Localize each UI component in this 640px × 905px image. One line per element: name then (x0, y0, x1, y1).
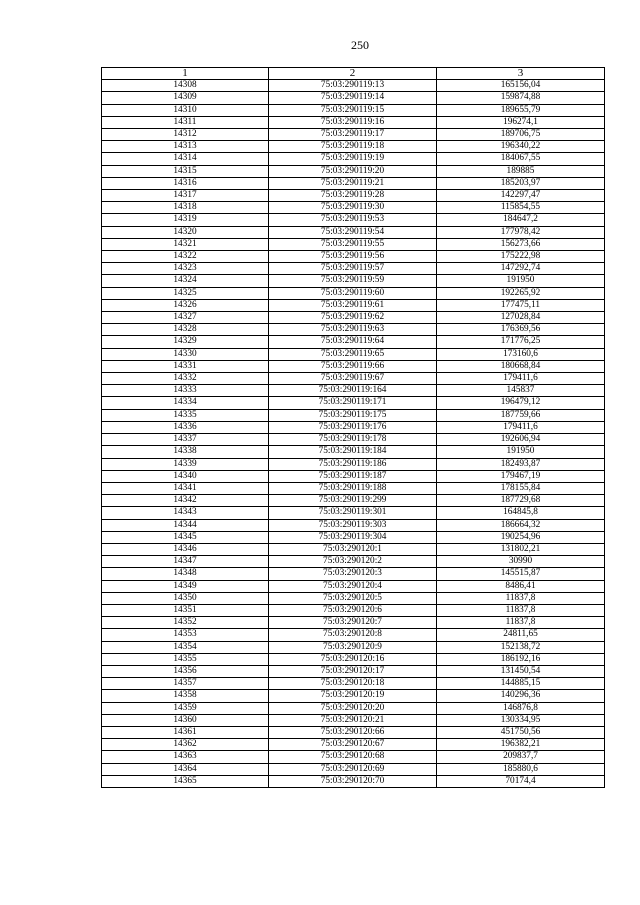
cadastral-number-cell: 75:03:290119:21 (269, 177, 437, 189)
cadastral-number-cell: 75:03:290120:20 (269, 702, 437, 714)
table-row (102, 690, 605, 702)
value-cell: 175222,98 (437, 251, 605, 263)
value-cell: 177978,42 (437, 226, 605, 238)
row-number-cell: 14310 (102, 104, 269, 116)
cadastral-number-cell: 75:03:290119:176 (269, 421, 437, 433)
cadastral-number-cell: 75:03:290119:175 (269, 409, 437, 421)
row-number-cell: 14328 (102, 324, 269, 336)
row-number-cell: 14329 (102, 336, 269, 348)
table-row (102, 397, 605, 409)
cadastral-number-cell: 75:03:290120:1 (269, 543, 437, 555)
value-cell: 196382,21 (437, 739, 605, 751)
value-cell: 8486,41 (437, 580, 605, 592)
value-cell: 189885 (437, 165, 605, 177)
row-number-cell: 14316 (102, 177, 269, 189)
value-cell: 178155,84 (437, 482, 605, 494)
table-row (102, 263, 605, 275)
cadastral-number-cell: 75:03:290119:164 (269, 385, 437, 397)
table-row (102, 556, 605, 568)
row-number-cell: 14357 (102, 678, 269, 690)
cadastral-number-cell: 75:03:290119:186 (269, 458, 437, 470)
table-row (102, 446, 605, 458)
cadastral-number-cell: 75:03:290119:171 (269, 397, 437, 409)
row-number-cell: 14326 (102, 299, 269, 311)
table-row (102, 568, 605, 580)
table-row (102, 458, 605, 470)
cadastral-number-cell: 75:03:290119:64 (269, 336, 437, 348)
row-number-cell: 14344 (102, 519, 269, 531)
cadastral-number-cell: 75:03:290120:5 (269, 592, 437, 604)
row-number-cell: 14353 (102, 629, 269, 641)
value-cell: 184647,2 (437, 214, 605, 226)
table-row (102, 324, 605, 336)
row-number-cell: 14330 (102, 348, 269, 360)
cadastral-number-cell: 75:03:290120:68 (269, 751, 437, 763)
row-number-cell: 14350 (102, 592, 269, 604)
cadastral-number-cell: 75:03:290120:67 (269, 739, 437, 751)
value-cell: 190254,96 (437, 531, 605, 543)
row-number-cell: 14334 (102, 397, 269, 409)
table-row (102, 360, 605, 372)
table-row (102, 287, 605, 299)
row-number-cell: 14319 (102, 214, 269, 226)
value-cell: 191950 (437, 275, 605, 287)
row-number-cell: 14333 (102, 385, 269, 397)
value-cell: 152138,72 (437, 641, 605, 653)
table-row (102, 116, 605, 128)
value-cell: 146876,8 (437, 702, 605, 714)
table-row (102, 214, 605, 226)
cadastral-number-cell: 75:03:290120:6 (269, 604, 437, 616)
cadastral-table (101, 67, 605, 788)
table-row (102, 702, 605, 714)
row-number-cell: 14337 (102, 434, 269, 446)
cadastral-number-cell: 75:03:290119:20 (269, 165, 437, 177)
cadastral-number-cell: 75:03:290120:16 (269, 653, 437, 665)
row-number-cell: 14356 (102, 665, 269, 677)
value-cell: 179411,6 (437, 421, 605, 433)
row-number-cell: 14343 (102, 507, 269, 519)
table-row (102, 604, 605, 616)
value-cell: 147292,74 (437, 263, 605, 275)
row-number-cell: 14322 (102, 251, 269, 263)
row-number-cell: 14341 (102, 482, 269, 494)
cadastral-number-cell: 75:03:290119:13 (269, 80, 437, 92)
value-cell: 189706,75 (437, 129, 605, 141)
value-cell: 192606,94 (437, 434, 605, 446)
cadastral-number-cell: 75:03:290119:56 (269, 251, 437, 263)
table-row (102, 653, 605, 665)
value-cell: 70174,4 (437, 775, 605, 787)
cadastral-number-cell: 75:03:290119:19 (269, 153, 437, 165)
value-cell: 140296,36 (437, 690, 605, 702)
table-row (102, 251, 605, 263)
row-number-cell: 14313 (102, 141, 269, 153)
column-header-2: 2 (269, 68, 437, 80)
row-number-cell: 14360 (102, 714, 269, 726)
cadastral-number-cell: 75:03:290119:63 (269, 324, 437, 336)
table-row (102, 617, 605, 629)
table-row (102, 177, 605, 189)
cadastral-number-cell: 75:03:290119:188 (269, 482, 437, 494)
value-cell: 171776,25 (437, 336, 605, 348)
cadastral-number-cell: 75:03:290119:18 (269, 141, 437, 153)
cadastral-number-cell: 75:03:290119:178 (269, 434, 437, 446)
column-header-3: 3 (437, 68, 605, 80)
table-row (102, 507, 605, 519)
row-number-cell: 14348 (102, 568, 269, 580)
value-cell: 159874,88 (437, 92, 605, 104)
value-cell: 11837,8 (437, 617, 605, 629)
table-row (102, 726, 605, 738)
row-number-cell: 14349 (102, 580, 269, 592)
table-row (102, 190, 605, 202)
row-number-cell: 14324 (102, 275, 269, 287)
row-number-cell: 14342 (102, 495, 269, 507)
table-row (102, 665, 605, 677)
cadastral-number-cell: 75:03:290120:17 (269, 665, 437, 677)
cadastral-number-cell: 75:03:290120:69 (269, 763, 437, 775)
cadastral-number-cell: 75:03:290119:53 (269, 214, 437, 226)
table-row (102, 641, 605, 653)
table-row (102, 92, 605, 104)
cadastral-number-cell: 75:03:290119:54 (269, 226, 437, 238)
table-row (102, 580, 605, 592)
cadastral-number-cell: 75:03:290119:301 (269, 507, 437, 519)
cadastral-number-cell: 75:03:290119:30 (269, 202, 437, 214)
cadastral-number-cell: 75:03:290120:2 (269, 556, 437, 568)
row-number-cell: 14327 (102, 312, 269, 324)
value-cell: 131450,54 (437, 665, 605, 677)
row-number-cell: 14309 (102, 92, 269, 104)
column-header-1: 1 (102, 68, 269, 80)
cadastral-number-cell: 75:03:290119:28 (269, 190, 437, 202)
value-cell: 187759,66 (437, 409, 605, 421)
table-row (102, 409, 605, 421)
table-header (102, 68, 605, 80)
row-number-cell: 14345 (102, 531, 269, 543)
cadastral-number-cell: 75:03:290119:62 (269, 312, 437, 324)
cadastral-number-cell: 75:03:290119:187 (269, 470, 437, 482)
value-cell: 130334,95 (437, 714, 605, 726)
table-row (102, 153, 605, 165)
cadastral-number-cell: 75:03:290119:17 (269, 129, 437, 141)
value-cell: 11837,8 (437, 592, 605, 604)
cadastral-number-cell: 75:03:290120:66 (269, 726, 437, 738)
row-number-cell: 14351 (102, 604, 269, 616)
value-cell: 451750,56 (437, 726, 605, 738)
row-number-cell: 14335 (102, 409, 269, 421)
cadastral-number-cell: 75:03:290119:303 (269, 519, 437, 531)
table-row (102, 226, 605, 238)
row-number-cell: 14312 (102, 129, 269, 141)
cadastral-number-cell: 75:03:290119:60 (269, 287, 437, 299)
value-cell: 186664,32 (437, 519, 605, 531)
cadastral-number-cell: 75:03:290120:9 (269, 641, 437, 653)
value-cell: 182493,87 (437, 458, 605, 470)
table-row (102, 80, 605, 92)
row-number-cell: 14314 (102, 153, 269, 165)
value-cell: 11837,8 (437, 604, 605, 616)
value-cell: 176369,56 (437, 324, 605, 336)
row-number-cell: 14340 (102, 470, 269, 482)
table-row (102, 434, 605, 446)
value-cell: 189655,79 (437, 104, 605, 116)
row-number-cell: 14347 (102, 556, 269, 568)
header-row (102, 68, 605, 80)
row-number-cell: 14365 (102, 775, 269, 787)
row-number-cell: 14308 (102, 80, 269, 92)
cadastral-number-cell: 75:03:290119:16 (269, 116, 437, 128)
value-cell: 185880,6 (437, 763, 605, 775)
table-row (102, 348, 605, 360)
table-row (102, 129, 605, 141)
row-number-cell: 14325 (102, 287, 269, 299)
value-cell: 145515,87 (437, 568, 605, 580)
row-number-cell: 14358 (102, 690, 269, 702)
cadastral-number-cell: 75:03:290119:61 (269, 299, 437, 311)
table-row (102, 714, 605, 726)
value-cell: 165156,04 (437, 80, 605, 92)
value-cell: 164845,8 (437, 507, 605, 519)
table-row (102, 592, 605, 604)
value-cell: 179467,19 (437, 470, 605, 482)
value-cell: 196340,22 (437, 141, 605, 153)
cadastral-number-cell: 75:03:290120:19 (269, 690, 437, 702)
row-number-cell: 14352 (102, 617, 269, 629)
row-number-cell: 14315 (102, 165, 269, 177)
value-cell: 142297,47 (437, 190, 605, 202)
cadastral-number-cell: 75:03:290120:70 (269, 775, 437, 787)
value-cell: 173160,6 (437, 348, 605, 360)
value-cell: 184067,55 (437, 153, 605, 165)
cadastral-number-cell: 75:03:290119:299 (269, 495, 437, 507)
table-row (102, 312, 605, 324)
table-row (102, 739, 605, 751)
table-row (102, 629, 605, 641)
cadastral-number-cell: 75:03:290119:55 (269, 238, 437, 250)
row-number-cell: 14318 (102, 202, 269, 214)
table-row (102, 470, 605, 482)
cadastral-number-cell: 75:03:290120:3 (269, 568, 437, 580)
value-cell: 144885,15 (437, 678, 605, 690)
table-body (102, 80, 605, 788)
value-cell: 186192,16 (437, 653, 605, 665)
table-row (102, 299, 605, 311)
table-row (102, 495, 605, 507)
cadastral-number-cell: 75:03:290120:21 (269, 714, 437, 726)
value-cell: 115854,55 (437, 202, 605, 214)
page-number: 250 (351, 38, 369, 52)
cadastral-number-cell: 75:03:290119:184 (269, 446, 437, 458)
table-row (102, 104, 605, 116)
table-row (102, 238, 605, 250)
value-cell: 180668,84 (437, 360, 605, 372)
cadastral-number-cell: 75:03:290119:59 (269, 275, 437, 287)
value-cell: 209837,7 (437, 751, 605, 763)
table-row (102, 421, 605, 433)
table-row (102, 531, 605, 543)
value-cell: 24811,65 (437, 629, 605, 641)
table-row (102, 336, 605, 348)
table-row (102, 543, 605, 555)
row-number-cell: 14332 (102, 373, 269, 385)
row-number-cell: 14331 (102, 360, 269, 372)
table-row (102, 165, 605, 177)
value-cell: 185203,97 (437, 177, 605, 189)
value-cell: 179411,6 (437, 373, 605, 385)
cadastral-number-cell: 75:03:290120:4 (269, 580, 437, 592)
table-row (102, 763, 605, 775)
row-number-cell: 14364 (102, 763, 269, 775)
table-row (102, 519, 605, 531)
value-cell: 127028,84 (437, 312, 605, 324)
row-number-cell: 14336 (102, 421, 269, 433)
value-cell: 196479,12 (437, 397, 605, 409)
value-cell: 191950 (437, 446, 605, 458)
row-number-cell: 14320 (102, 226, 269, 238)
row-number-cell: 14363 (102, 751, 269, 763)
value-cell: 177475,11 (437, 299, 605, 311)
row-number-cell: 14362 (102, 739, 269, 751)
cadastral-number-cell: 75:03:290119:14 (269, 92, 437, 104)
value-cell: 30990 (437, 556, 605, 568)
row-number-cell: 14323 (102, 263, 269, 275)
cadastral-number-cell: 75:03:290119:67 (269, 373, 437, 385)
table-row (102, 678, 605, 690)
cadastral-number-cell: 75:03:290119:66 (269, 360, 437, 372)
table-row (102, 775, 605, 787)
row-number-cell: 14354 (102, 641, 269, 653)
table-row (102, 275, 605, 287)
row-number-cell: 14361 (102, 726, 269, 738)
row-number-cell: 14355 (102, 653, 269, 665)
row-number-cell: 14317 (102, 190, 269, 202)
table-row (102, 482, 605, 494)
cadastral-number-cell: 75:03:290119:65 (269, 348, 437, 360)
cadastral-number-cell: 75:03:290119:15 (269, 104, 437, 116)
cadastral-number-cell: 75:03:290120:8 (269, 629, 437, 641)
row-number-cell: 14346 (102, 543, 269, 555)
value-cell: 187729,68 (437, 495, 605, 507)
table-row (102, 751, 605, 763)
row-number-cell: 14311 (102, 116, 269, 128)
row-number-cell: 14359 (102, 702, 269, 714)
row-number-cell: 14338 (102, 446, 269, 458)
cadastral-number-cell: 75:03:290120:7 (269, 617, 437, 629)
value-cell: 145837 (437, 385, 605, 397)
table-row (102, 202, 605, 214)
value-cell: 192265,92 (437, 287, 605, 299)
value-cell: 131802,21 (437, 543, 605, 555)
row-number-cell: 14321 (102, 238, 269, 250)
cadastral-number-cell: 75:03:290119:57 (269, 263, 437, 275)
table-row (102, 373, 605, 385)
row-number-cell: 14339 (102, 458, 269, 470)
value-cell: 156273,66 (437, 238, 605, 250)
value-cell: 196274,1 (437, 116, 605, 128)
cadastral-number-cell: 75:03:290119:304 (269, 531, 437, 543)
table-row (102, 385, 605, 397)
cadastral-number-cell: 75:03:290120:18 (269, 678, 437, 690)
table-row (102, 141, 605, 153)
